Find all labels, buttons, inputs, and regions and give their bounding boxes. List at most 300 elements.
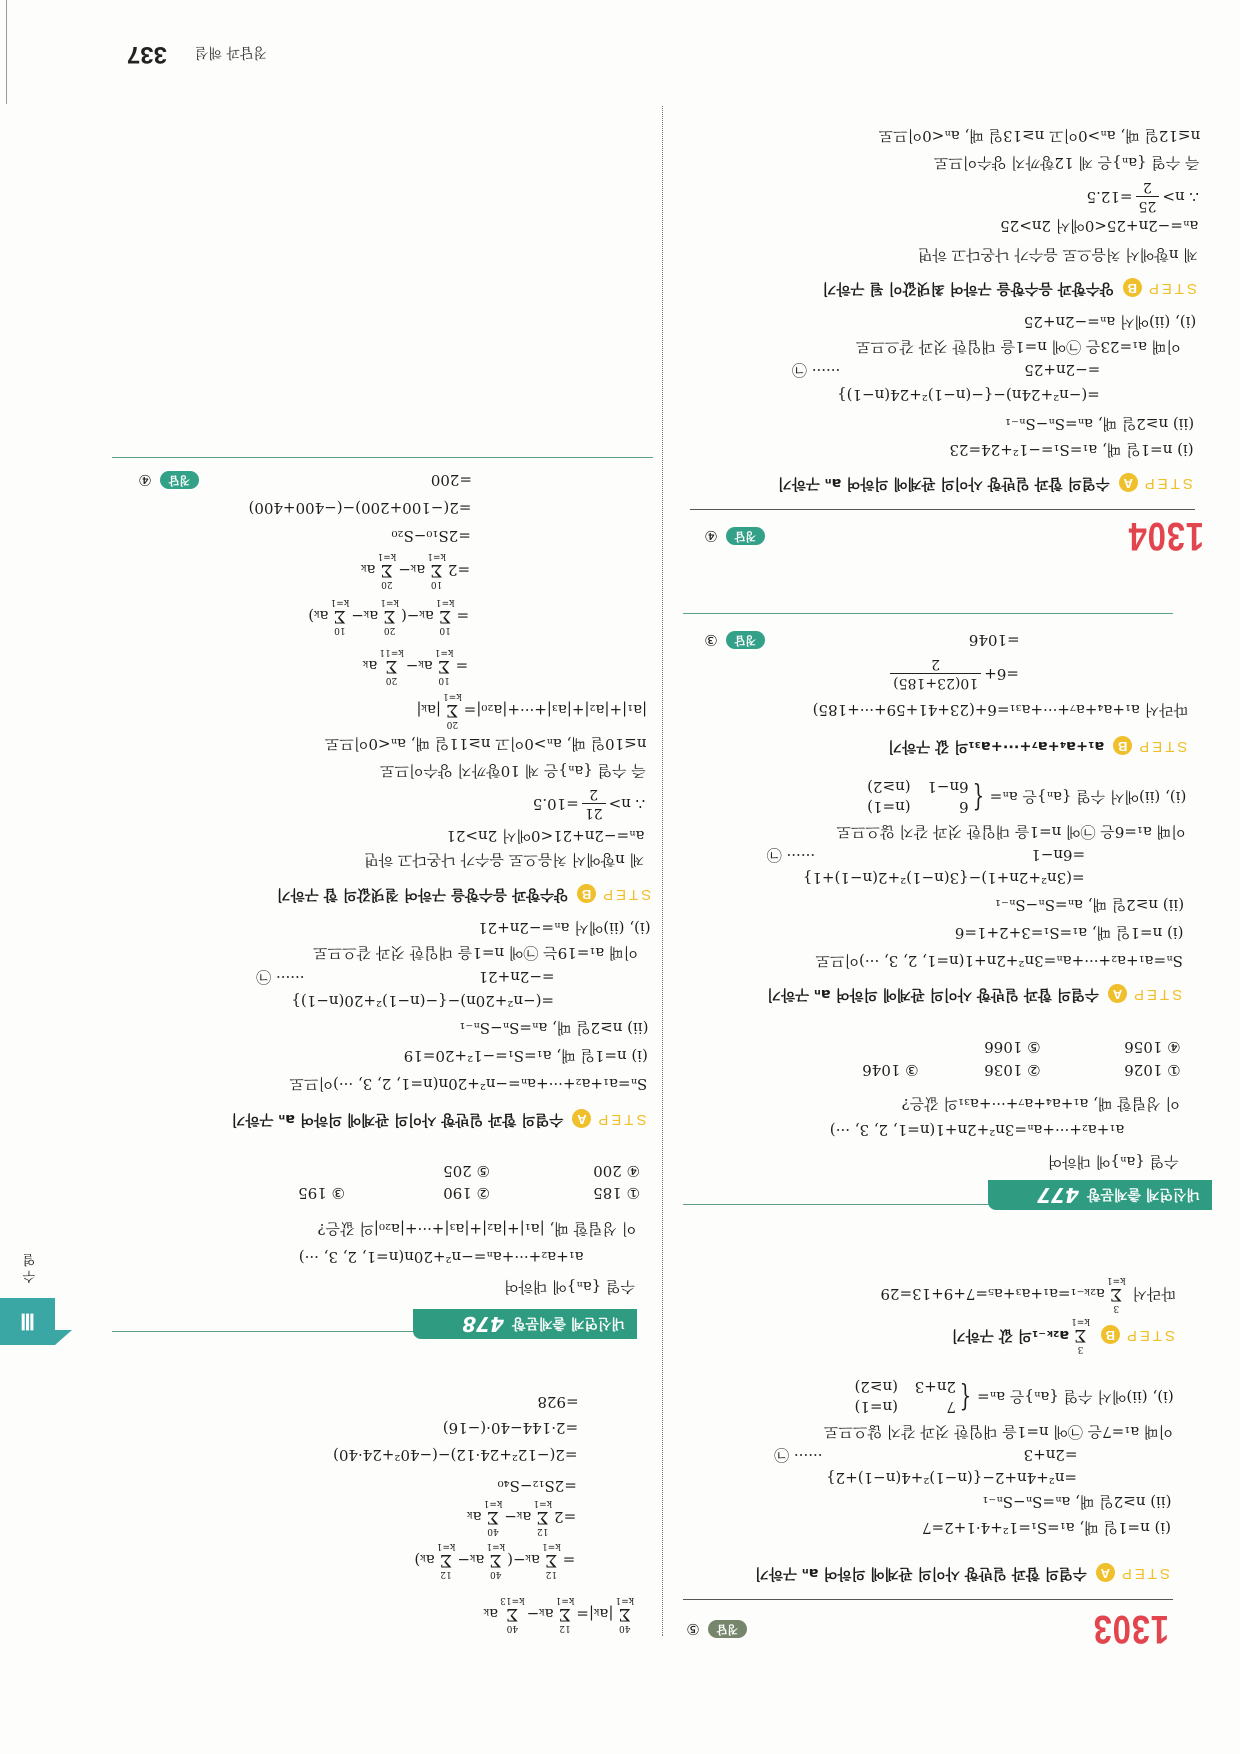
case-row (855, 1377, 956, 1397)
summation (427, 551, 446, 589)
math-text: (ⅰ) n=1일 때, a₁=S₁=−1²+20=19 (403, 1047, 648, 1065)
solution-line (922, 1518, 1171, 1538)
math-text: a₁+a₂+···+aₙ=3n²+2n+1(n=1, 2, 3, ···) (829, 1121, 1125, 1139)
math-text: Sₙ=a₁+a₂+···+aₙ=−n²+20n(n=1, 2, 3, ···)이므로 (289, 1075, 648, 1093)
math-text: =200 (430, 471, 472, 489)
exam-link-bar (413, 1309, 637, 1339)
sum-upper: 12 (559, 1623, 571, 1633)
math-text: 수열의 합과 일반항 사이의 관계에 의하여 aₙ 구하기 (767, 986, 1099, 1002)
math-text: =2 (554, 1508, 577, 1526)
solution-line (404, 1046, 648, 1066)
step-badge-b: B (577, 885, 596, 904)
solution-line (1024, 360, 1100, 380)
equation-tag: ······ ㉠ (791, 361, 841, 379)
summation (443, 691, 462, 729)
answer-label: 정답 (160, 471, 199, 489)
sigma-icon: Σ (1110, 1284, 1123, 1304)
case-condition: (n≥2) (867, 778, 911, 796)
step-label: STEP (595, 1111, 647, 1128)
math-text: aₙ=−2n+25<0에서 2n>25 (1000, 217, 1199, 235)
math-text: =−2n+21 (478, 968, 555, 986)
math-text: 이때 a₁=23은 ㉠에 n=1을 대입한 것과 같으므로 (855, 338, 1181, 356)
solution-line (478, 918, 651, 938)
step-label: STEP (1131, 986, 1183, 1003)
step-label: STEP (1123, 1327, 1176, 1344)
sigma-icon: Σ (545, 1550, 558, 1570)
summation (500, 1595, 524, 1633)
step-heading (778, 473, 1193, 493)
denominator: 2 (589, 786, 599, 803)
sigma-icon: Σ (506, 1604, 519, 1624)
math-text: 이때 a₁=6은 ㉠에 n=1을 대입한 것과 같지 않으므로 (836, 823, 1186, 841)
summation (533, 1498, 552, 1536)
solution-line (826, 1468, 1077, 1488)
math-text: aₖ−( (507, 1551, 540, 1569)
math-text: =2(−12²+24·12)−(−40²+24·40) (333, 1446, 578, 1464)
solution-line (1048, 1152, 1179, 1172)
sum-upper: 12 (440, 1569, 452, 1579)
solution-line (483, 1595, 636, 1633)
solution-line (380, 761, 646, 781)
solution-line (479, 967, 555, 987)
step-badge-a: A (1096, 1564, 1115, 1583)
math-text: (ⅰ), (ⅱ)에서 수열 {aₙ}은 aₙ= (977, 1388, 1174, 1406)
math-text: 즉 수열 {aₙ}은 제 12항까지 양수이므로 (933, 154, 1200, 172)
math-text: =n²+4n+2−{(n−1)²+4(n−1)+2} (826, 1469, 1078, 1487)
math-text: a₁+a₄+a₇+···+a₃₁의 값 구하기 (888, 738, 1105, 754)
math-text: aₖ− (351, 607, 379, 625)
case-value: 2n+3 (914, 1378, 956, 1396)
summation (556, 1595, 575, 1633)
problem-number: 477 (1037, 1183, 1079, 1207)
math-text: aₖ (483, 1605, 499, 1623)
math-text: |a₁|+|a₂|+|a₃|+···+|a₂₀|= (463, 701, 648, 719)
math-text: =12.5 (1086, 188, 1133, 206)
sum-upper: 20 (446, 719, 459, 729)
divider (112, 1331, 415, 1332)
summation (435, 647, 454, 685)
fraction (582, 787, 606, 822)
math-text: = (456, 607, 470, 625)
math-text: (ⅰ), (ⅱ)에서 aₙ=−2n+21 (478, 919, 651, 937)
sigma-icon: Σ (618, 1604, 631, 1624)
math-text: =6+ (984, 665, 1019, 683)
math-text: n≤10일 때, aₙ>0이고 n≥11일 때, aₙ<0이므로 (324, 735, 647, 753)
bar-label: 내신연계 출제문항 (511, 1315, 625, 1331)
math-text: aₖ− (405, 657, 433, 675)
math-text: 이때 a₁=7은 ㉠에 n=1을 대입한 것과 같지 않으므로 (823, 1423, 1173, 1441)
summation (437, 1541, 456, 1579)
sigma-icon: Σ (380, 560, 393, 580)
step-heading (277, 884, 652, 904)
sum-lower: k=1 (615, 1595, 635, 1605)
math-text: a₂ₖ₋₁=a₁+a₃+a₅=7+9+13=29 (880, 1285, 1105, 1303)
step-heading (951, 1316, 1176, 1354)
margin-line (6, 0, 7, 104)
case-value: 7 (946, 1398, 956, 1416)
case-condition: (n≥2) (854, 1378, 898, 1396)
solution-line (446, 826, 644, 846)
sum-upper: 3 (1113, 1303, 1120, 1313)
summation (542, 1541, 561, 1579)
section-label: 수열 (22, 1251, 36, 1283)
sum-upper: 40 (506, 1623, 519, 1633)
case-value: 6n−1 (927, 778, 969, 796)
problem-number: 1303 (1092, 1607, 1169, 1651)
math-text: (ⅰ), (ⅱ)에서 수열 {aₙ}은 aₙ= (989, 788, 1187, 806)
step-label: STEP (1141, 475, 1193, 492)
math-text: aₖ− (526, 1605, 554, 1623)
math-text: (ⅰ), (ⅱ)에서 aₙ=−2n+25 (1023, 313, 1197, 331)
math-text: =2S₁₀−S₂₀ (391, 527, 471, 545)
solution-line (824, 1422, 1173, 1442)
sum-upper: 20 (381, 579, 393, 589)
sigma-icon: Σ (439, 606, 452, 626)
solution-line (902, 1094, 1180, 1114)
sigma-icon: Σ (558, 1604, 571, 1624)
step-heading (755, 1563, 1170, 1583)
math-text: 수열 {aₙ}에 대하여 (1047, 1153, 1179, 1171)
sigma-icon: Σ (430, 560, 443, 580)
sigma-icon: Σ (383, 606, 396, 626)
solution-line (325, 734, 647, 754)
step-heading (767, 984, 1182, 1004)
summation (1071, 1316, 1090, 1354)
sum-upper: 3 (1077, 1344, 1084, 1354)
sum-lower: k=1 (427, 551, 446, 561)
problem-number: 478 (462, 1312, 504, 1336)
solution-line (803, 868, 1085, 888)
summation (484, 1498, 503, 1536)
answer-badge (138, 470, 199, 490)
sum-upper: 12 (545, 1569, 558, 1579)
piecewise (855, 1377, 976, 1417)
column-divider (662, 106, 663, 1636)
numerator: 25 (1136, 197, 1160, 215)
math-text: 즉 수열 {aₙ}은 제 10항까지 양수이므로 (380, 762, 646, 780)
solution-line (443, 1418, 578, 1438)
piecewise (867, 777, 988, 817)
solution-line (934, 153, 1200, 173)
math-text: 양수항과 음수항을 구하여 절댓값의 합 구하기 (276, 886, 569, 902)
solution-line (361, 551, 471, 589)
sum-lower: k=1 (436, 1541, 456, 1551)
solution-line (918, 245, 1198, 265)
solution-line (1086, 179, 1199, 215)
math-text: 이 성립할 때, |a₁|+|a₂|+|a₃|+···+|a₂₀|의 값은? (317, 1220, 637, 1238)
choice-5[interactable]: ⑤ 205 (443, 1162, 491, 1180)
math-text: 양수항과 음수항을 구하여 최댓값이 될 구하기 (822, 280, 1114, 296)
answer-value: ③ (704, 631, 718, 649)
math-text: 수열 {aₙ}에 대하여 (504, 1278, 636, 1296)
denominator: 2 (931, 656, 941, 673)
solution-line (955, 923, 1184, 943)
sigma-icon: Σ (446, 700, 459, 720)
step-heading (822, 278, 1197, 298)
solution-line (362, 647, 469, 685)
solution-line (1000, 216, 1198, 236)
solution-line (504, 1277, 635, 1297)
math-text: aₖ) (414, 1551, 435, 1569)
sum-lower: k=1 (434, 647, 454, 657)
math-text: aₖ− (504, 1508, 532, 1526)
choice-4[interactable]: ④ 1056 (1124, 1038, 1181, 1056)
step-badge-a: A (1108, 985, 1127, 1004)
solution-line (392, 526, 471, 546)
sum-lower: k=1 (486, 1541, 506, 1551)
math-text: =2·144−40·(−16) (442, 1419, 579, 1437)
solution-line (813, 700, 1189, 720)
math-text: =(−n²+24n)−{−(n−1)²+24(n−1)} (837, 386, 1100, 404)
solution-line (459, 1018, 648, 1038)
divider (683, 613, 1173, 614)
math-text: (ⅱ) n≥2일 때, aₙ=Sₙ−Sₙ₋₁ (459, 1019, 649, 1037)
summation (486, 1541, 505, 1579)
math-text: (ⅰ) n=1일 때, a₁=S₁=3+2+1=6 (954, 924, 1184, 942)
math-text: =1046 (968, 631, 1020, 649)
summation (615, 1595, 634, 1633)
step-badge-a: A (1119, 474, 1138, 493)
math-text: (ⅱ) n≥2일 때, aₙ=Sₙ−Sₙ₋₁ (1005, 415, 1195, 433)
step-heading (888, 736, 1187, 756)
math-text: n≤12일 때, aₙ>0이고 n≥13일 때, aₙ<0이므로 (878, 127, 1201, 145)
case-value: 6 (959, 798, 969, 816)
case-row (855, 1397, 956, 1417)
solution-line (837, 822, 1186, 842)
sum-lower: k=1 (1071, 1316, 1090, 1326)
sigma-icon: Σ (489, 1550, 502, 1570)
solution-line (949, 440, 1193, 460)
step-label: STEP (1136, 738, 1188, 755)
solution-line (498, 1476, 577, 1496)
math-text: = (562, 1551, 576, 1569)
math-text: =2(−100+200)−(−400+400) (248, 499, 472, 517)
numerator: 10(23+185) (890, 674, 981, 692)
solution-line (879, 126, 1201, 146)
step-badge-b: B (1123, 279, 1142, 298)
sum-lower: k=1 (541, 1541, 561, 1551)
math-text: =(−n²+20n)−{−(n−1)²+20(n−1)} (291, 992, 555, 1010)
solution-line (837, 385, 1100, 405)
sum-lower: k=1 (555, 1595, 575, 1605)
numerator: 21 (582, 804, 606, 822)
sum-upper: 12 (536, 1526, 549, 1536)
math-text: aₖ− (457, 1551, 485, 1569)
answer-label: 정답 (726, 631, 765, 649)
math-text: aₙ=−2n+21<0에서 2n>21 (446, 827, 645, 845)
case-row (867, 777, 968, 797)
solution-line (816, 951, 1183, 971)
solution-line (995, 895, 1184, 915)
choice-4[interactable]: ④ 200 (593, 1162, 641, 1180)
sigma-icon: Σ (333, 606, 346, 626)
summation (380, 597, 399, 635)
math-text: 따라서 a₁+a₄+a₇+···+a₃₁=6+(23+41+59+···+185) (812, 701, 1189, 719)
math-text: |aₖ|= (576, 1605, 614, 1623)
page-number: 337 (126, 41, 167, 68)
sum-lower: k=1 (443, 691, 462, 701)
choice-3[interactable]: ③ 195 (298, 1184, 346, 1202)
answer-value: ⑤ (686, 1620, 700, 1638)
case-row (867, 797, 968, 817)
solution-line (856, 337, 1181, 357)
solution-line (1031, 845, 1085, 865)
section-tab[interactable] (0, 1298, 55, 1345)
math-text: aₖ− (398, 561, 426, 579)
math-text: aₖ−( (400, 607, 434, 625)
math-text: 제 n항에서 처음으로 음수가 나온다고 하면 (364, 851, 644, 869)
choice-1[interactable]: ① 1026 (1124, 1061, 1181, 1079)
footer-title: 정답과 해설 (194, 44, 267, 60)
choice-5[interactable]: ⑤ 1066 (984, 1038, 1041, 1056)
math-text: =6n−1 (1031, 846, 1086, 864)
sigma-icon: Σ (385, 656, 398, 676)
sum-upper: 10 (439, 625, 451, 635)
math-text: 따라서 (1127, 1285, 1176, 1303)
solution-line (431, 470, 472, 490)
denominator: 2 (1143, 179, 1152, 196)
equation-tag: ······ ㉠ (766, 846, 816, 864)
math-text: aₖ (467, 1508, 482, 1526)
case-condition: (n=1) (867, 798, 911, 816)
solution-line (249, 498, 472, 518)
brace-icon: { (959, 1380, 972, 1415)
answer-badge (704, 630, 765, 650)
math-text: =2n+3 (1023, 1446, 1078, 1464)
math-text: Sₙ=a₁+a₂+···+aₙ=3n²+2n+1(n=1, 2, 3, ···)이므로 (815, 952, 1183, 970)
summation (1107, 1275, 1126, 1313)
divider (683, 1204, 990, 1205)
math-text: 제 n항에서 처음으로 음수가 나온다고 하면 (917, 246, 1198, 264)
sigma-icon: Σ (438, 656, 451, 676)
step-badge-a: A (572, 1110, 591, 1129)
fraction (890, 657, 981, 692)
fraction (1136, 180, 1160, 215)
solution-line (537, 1392, 578, 1412)
math-text: (ⅱ) n≥2일 때, aₙ=Sₙ−Sₙ₋₁ (982, 1493, 1172, 1511)
cases-rows (867, 777, 968, 817)
exam-link-bar (988, 1180, 1212, 1210)
solution-line (887, 656, 1019, 692)
math-text: a₂ₖ₋₁의 값 구하기 (951, 1327, 1070, 1343)
math-text: a₁+a₂+···+aₙ=−n²+20n(n=1, 2, 3, ···) (298, 1248, 584, 1266)
solution-line (867, 778, 1187, 816)
solution-line (364, 850, 644, 870)
summation (436, 597, 455, 635)
divider (683, 1599, 1173, 1600)
bar-label: 내신연계 출제문항 (1086, 1186, 1200, 1202)
sum-lower: k=1 (380, 597, 399, 607)
sum-upper: 20 (385, 675, 398, 685)
choice-1[interactable]: ① 185 (593, 1184, 641, 1202)
solution-line (982, 1492, 1171, 1512)
math-text: =(3n²+2n+1)−{3(n−1)²+2(n−1)+1} (802, 869, 1085, 887)
summation (378, 551, 397, 589)
math-text: 수열의 합과 일반항 사이의 관계에 의하여 aₙ 구하기 (777, 475, 1110, 491)
sum-lower: k=1 (330, 597, 350, 607)
section-numeral: Ⅲ (19, 1309, 36, 1335)
choice-2[interactable]: ② 1036 (984, 1061, 1041, 1079)
solution-line (318, 1219, 637, 1239)
solution-line (313, 943, 638, 963)
sum-upper: 40 (487, 1526, 499, 1536)
sum-lower: k=1 (435, 597, 455, 607)
math-text: =2S₁₂−S₄₀ (497, 1477, 577, 1495)
math-text: 수열의 합과 일반항 사이의 관계에 의하여 aₙ 구하기 (754, 1565, 1087, 1581)
answer-label: 정답 (726, 527, 765, 545)
step-label: STEP (1145, 280, 1198, 297)
step-badge-b: B (1113, 737, 1132, 756)
summation (379, 647, 403, 685)
cases-rows (855, 1377, 956, 1417)
sum-lower: k=1 (533, 1498, 553, 1508)
math-text: ∴ n> (1162, 188, 1199, 206)
math-text: 이 성립할 때, a₁+a₄+a₇+···+a₃₁의 값은? (901, 1095, 1180, 1113)
sigma-icon: Σ (486, 1507, 500, 1527)
sum-lower: k=1 (483, 1498, 503, 1508)
section-tab-flap (55, 1330, 72, 1345)
sum-lower: k=1 (1106, 1275, 1126, 1285)
solution-line (416, 691, 648, 729)
math-text: 이때 a₁=19는 ㉠에 n=1을 대입한 것과 같으므로 (313, 944, 639, 962)
answer-value: ④ (704, 527, 718, 545)
equation-tag: ······ ㉠ (256, 968, 305, 986)
math-text: aₖ (362, 657, 378, 675)
math-text: (ⅰ) n=1일 때, a₁=S₁=−1²+24=23 (949, 441, 1194, 459)
sum-upper: 40 (619, 1623, 631, 1633)
solution-line (333, 1445, 577, 1465)
divider (112, 457, 653, 458)
solution-line (854, 1378, 1174, 1416)
math-text: (ⅱ) n≥2일 때, aₙ=Sₙ−Sₙ₋₁ (994, 896, 1185, 914)
sum-upper: 10 (334, 625, 346, 635)
sum-upper: 10 (430, 579, 443, 589)
choice-2[interactable]: ② 190 (443, 1184, 491, 1202)
step-heading (232, 1109, 647, 1129)
solution-line (880, 1275, 1176, 1313)
answer-label: 정답 (708, 1620, 747, 1638)
sigma-icon: Σ (536, 1507, 549, 1527)
step-label: STEP (600, 886, 652, 903)
solution-line (290, 1074, 648, 1094)
step-badge-b: B (1101, 1326, 1120, 1345)
summation (331, 597, 350, 635)
solution-line (1005, 414, 1194, 434)
sum-upper: 40 (490, 1569, 502, 1579)
solution-line (1024, 1445, 1078, 1465)
sigma-icon: Σ (440, 1550, 453, 1570)
sum-lower: k=11 (379, 647, 404, 657)
problem-number: 1304 (1127, 514, 1204, 558)
case-condition: (n=1) (854, 1398, 898, 1416)
solution-line (308, 597, 470, 635)
solution-line (532, 786, 646, 822)
math-text: =10.5 (532, 795, 579, 813)
solution-line (1024, 312, 1197, 332)
math-text: |aₖ| (416, 701, 441, 719)
step-label: STEP (1118, 1565, 1171, 1582)
choice-3[interactable]: ③ 1046 (862, 1061, 919, 1079)
solution-line (291, 991, 554, 1011)
math-text: = (455, 657, 469, 675)
math-text: 수열의 합과 일반항 사이의 관계에 의하여 aₙ 구하기 (231, 1111, 564, 1127)
solution-line (414, 1541, 576, 1579)
answer-value: ④ (138, 471, 152, 489)
solution-line (467, 1498, 577, 1536)
sum-upper: 10 (438, 675, 450, 685)
answer-badge (704, 526, 765, 546)
sum-lower: k=13 (500, 1595, 525, 1605)
